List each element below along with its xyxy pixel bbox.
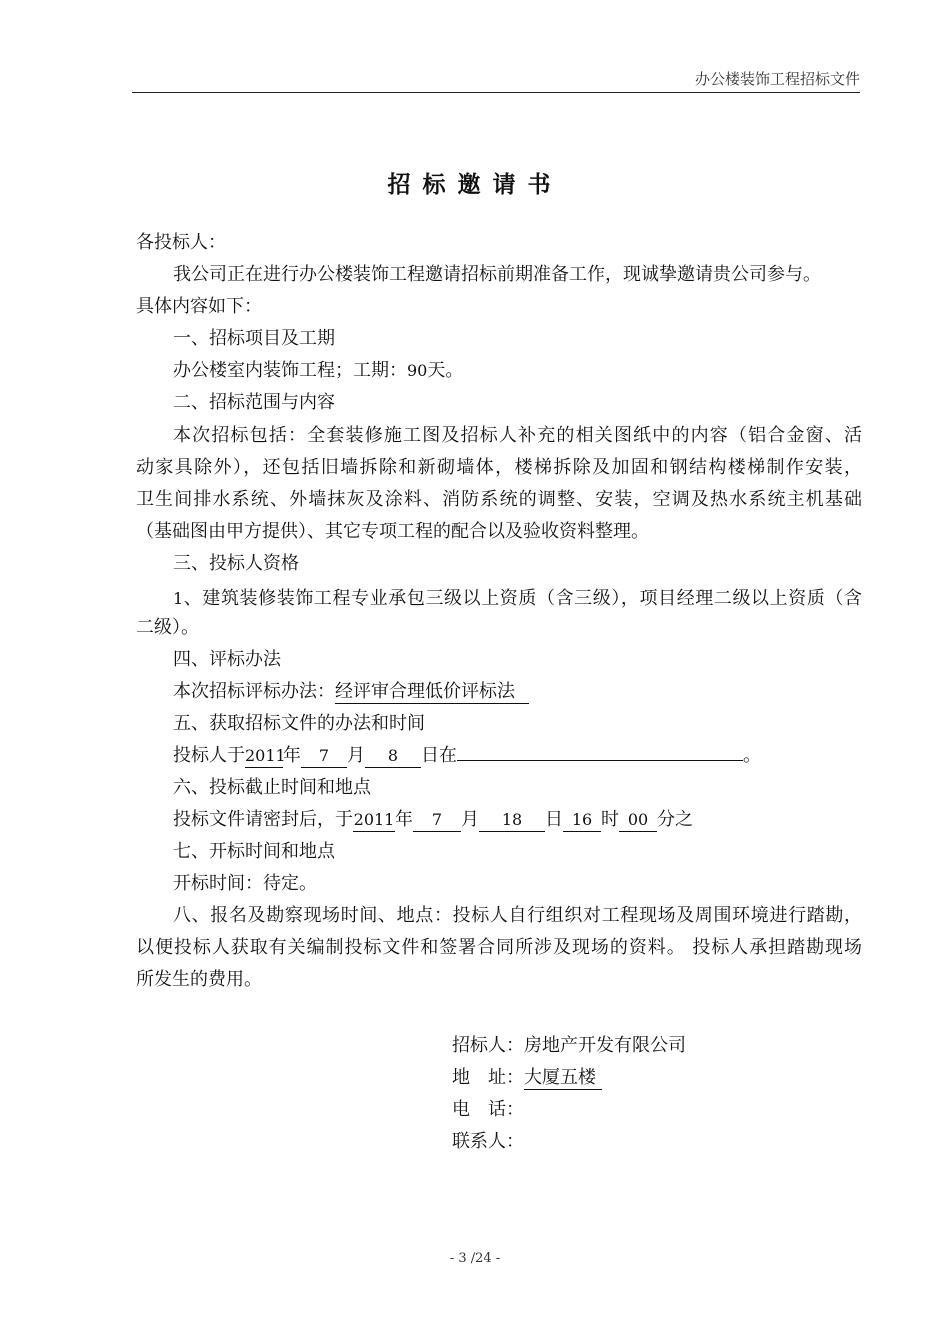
section-5-label: 投标人于 xyxy=(173,745,245,766)
address-value: 大厦五楼 xyxy=(524,1067,602,1090)
section-5-body xyxy=(173,744,862,768)
page-number: - 3 /24 - xyxy=(449,1251,501,1266)
section-3-heading: 三、投标人资格 xyxy=(173,553,299,574)
section-6-body xyxy=(173,808,862,832)
section-5-at: 日在 xyxy=(421,745,457,766)
section-5-heading: 五、获取招标文件的办法和时间 xyxy=(173,713,425,734)
section-8-line-1: 八、报名及勘察现场时间、地点：投标人自行组织对工程现场及周围环境进行踏勘， xyxy=(173,905,862,926)
section-6-month: 7 xyxy=(413,809,461,832)
section-2-line-3: 卫生间排水系统、外墙抹灰及涂料、消防系统的调整、安装，空调及热水系统主机基础 xyxy=(136,489,862,510)
section-5-month: 7 xyxy=(301,745,347,768)
section-5-end: 。 xyxy=(743,745,761,766)
section-7-heading: 七、开标时间和地点 xyxy=(173,841,335,862)
section-6-year: 2011 xyxy=(353,809,395,832)
section-7-body: 开标时间：待定。 xyxy=(173,873,317,894)
section-6-hour: 16 xyxy=(563,809,601,832)
signature-tenderer xyxy=(452,1034,686,1058)
tenderer-label: 招标人： xyxy=(452,1035,524,1056)
page-header xyxy=(132,66,860,93)
signature-phone: 电 话： xyxy=(452,1099,524,1120)
day-unit: 日 xyxy=(545,809,563,830)
intro-line-2: 具体内容如下： xyxy=(136,296,262,317)
salutation: 各投标人： xyxy=(136,232,226,253)
section-2-line-1: 本次招标包括：全套装修施工图及招标人补充的相关图纸中的内容（铝合金窗、活 xyxy=(173,425,862,446)
section-8-line-3: 所发生的费用。 xyxy=(136,969,262,990)
section-3-line-2: 二级）。 xyxy=(136,617,199,638)
section-4-body xyxy=(173,680,862,704)
header-doc-title: 办公楼装饰工程招标文件 xyxy=(694,70,860,88)
address-label: 地 址： xyxy=(452,1067,524,1088)
section-1-body xyxy=(173,359,862,383)
section-4-label: 本次招标评标办法： xyxy=(173,681,335,702)
month-unit: 月 xyxy=(461,809,479,830)
section-1-days: 90 xyxy=(407,361,428,380)
intro-line-1: 我公司正在进行办公楼装饰工程邀请招标前期准备工作，现诚挚邀请贵公司参与。 xyxy=(173,264,821,285)
section-5-year: 2011 xyxy=(245,745,283,768)
signature-contact: 联系人： xyxy=(452,1131,524,1152)
section-2-line-2: 动家具除外），还包括旧墙拆除和新砌墙体，楼梯拆除及加固和钢结构楼梯制作安装， xyxy=(136,457,862,478)
section-3-text: 、建筑装修装饰工程专业承包三级以上资质（含三级），项目经理二级以上资质（含 xyxy=(183,588,862,609)
year-unit: 年 xyxy=(283,745,301,766)
evaluation-method: 经评审合理低价评标法 xyxy=(335,681,529,704)
section-6-minute: 00 xyxy=(619,809,657,832)
tenderer-name: 房地产开发有限公司 xyxy=(524,1035,686,1056)
section-4-heading: 四、评标办法 xyxy=(173,649,281,670)
hour-unit: 时 xyxy=(601,809,619,830)
section-6-label: 投标文件请密封后，于 xyxy=(173,809,353,830)
section-8-line-2: 以便投标人获取有关编制投标文件和签署合同所涉及现场的资料。 投标人承担踏勘现场 xyxy=(136,937,862,958)
section-6-heading: 六、投标截止时间和地点 xyxy=(173,777,371,798)
section-6-end: 分之 xyxy=(657,809,693,830)
section-5-place xyxy=(457,760,743,761)
section-1-days-unit: 天。 xyxy=(427,360,464,381)
section-1-heading: 一、招标项目及工期 xyxy=(173,328,335,349)
section-2-heading: 二、招标范围与内容 xyxy=(173,392,335,413)
section-3-number: 1 xyxy=(173,589,184,608)
section-3-line-1 xyxy=(173,587,862,611)
page-title: 招标邀请书 xyxy=(387,172,563,198)
signature-address xyxy=(452,1066,602,1090)
section-1-text: 办公楼室内装饰工程；工期： xyxy=(173,360,407,381)
year-unit: 年 xyxy=(395,809,413,830)
section-2-line-4: （基础图由甲方提供）、其它专项工程的配合以及验收资料整理。 xyxy=(136,521,649,542)
section-5-day: 8 xyxy=(365,745,421,768)
section-6-day: 18 xyxy=(479,809,545,832)
month-unit: 月 xyxy=(347,745,365,766)
